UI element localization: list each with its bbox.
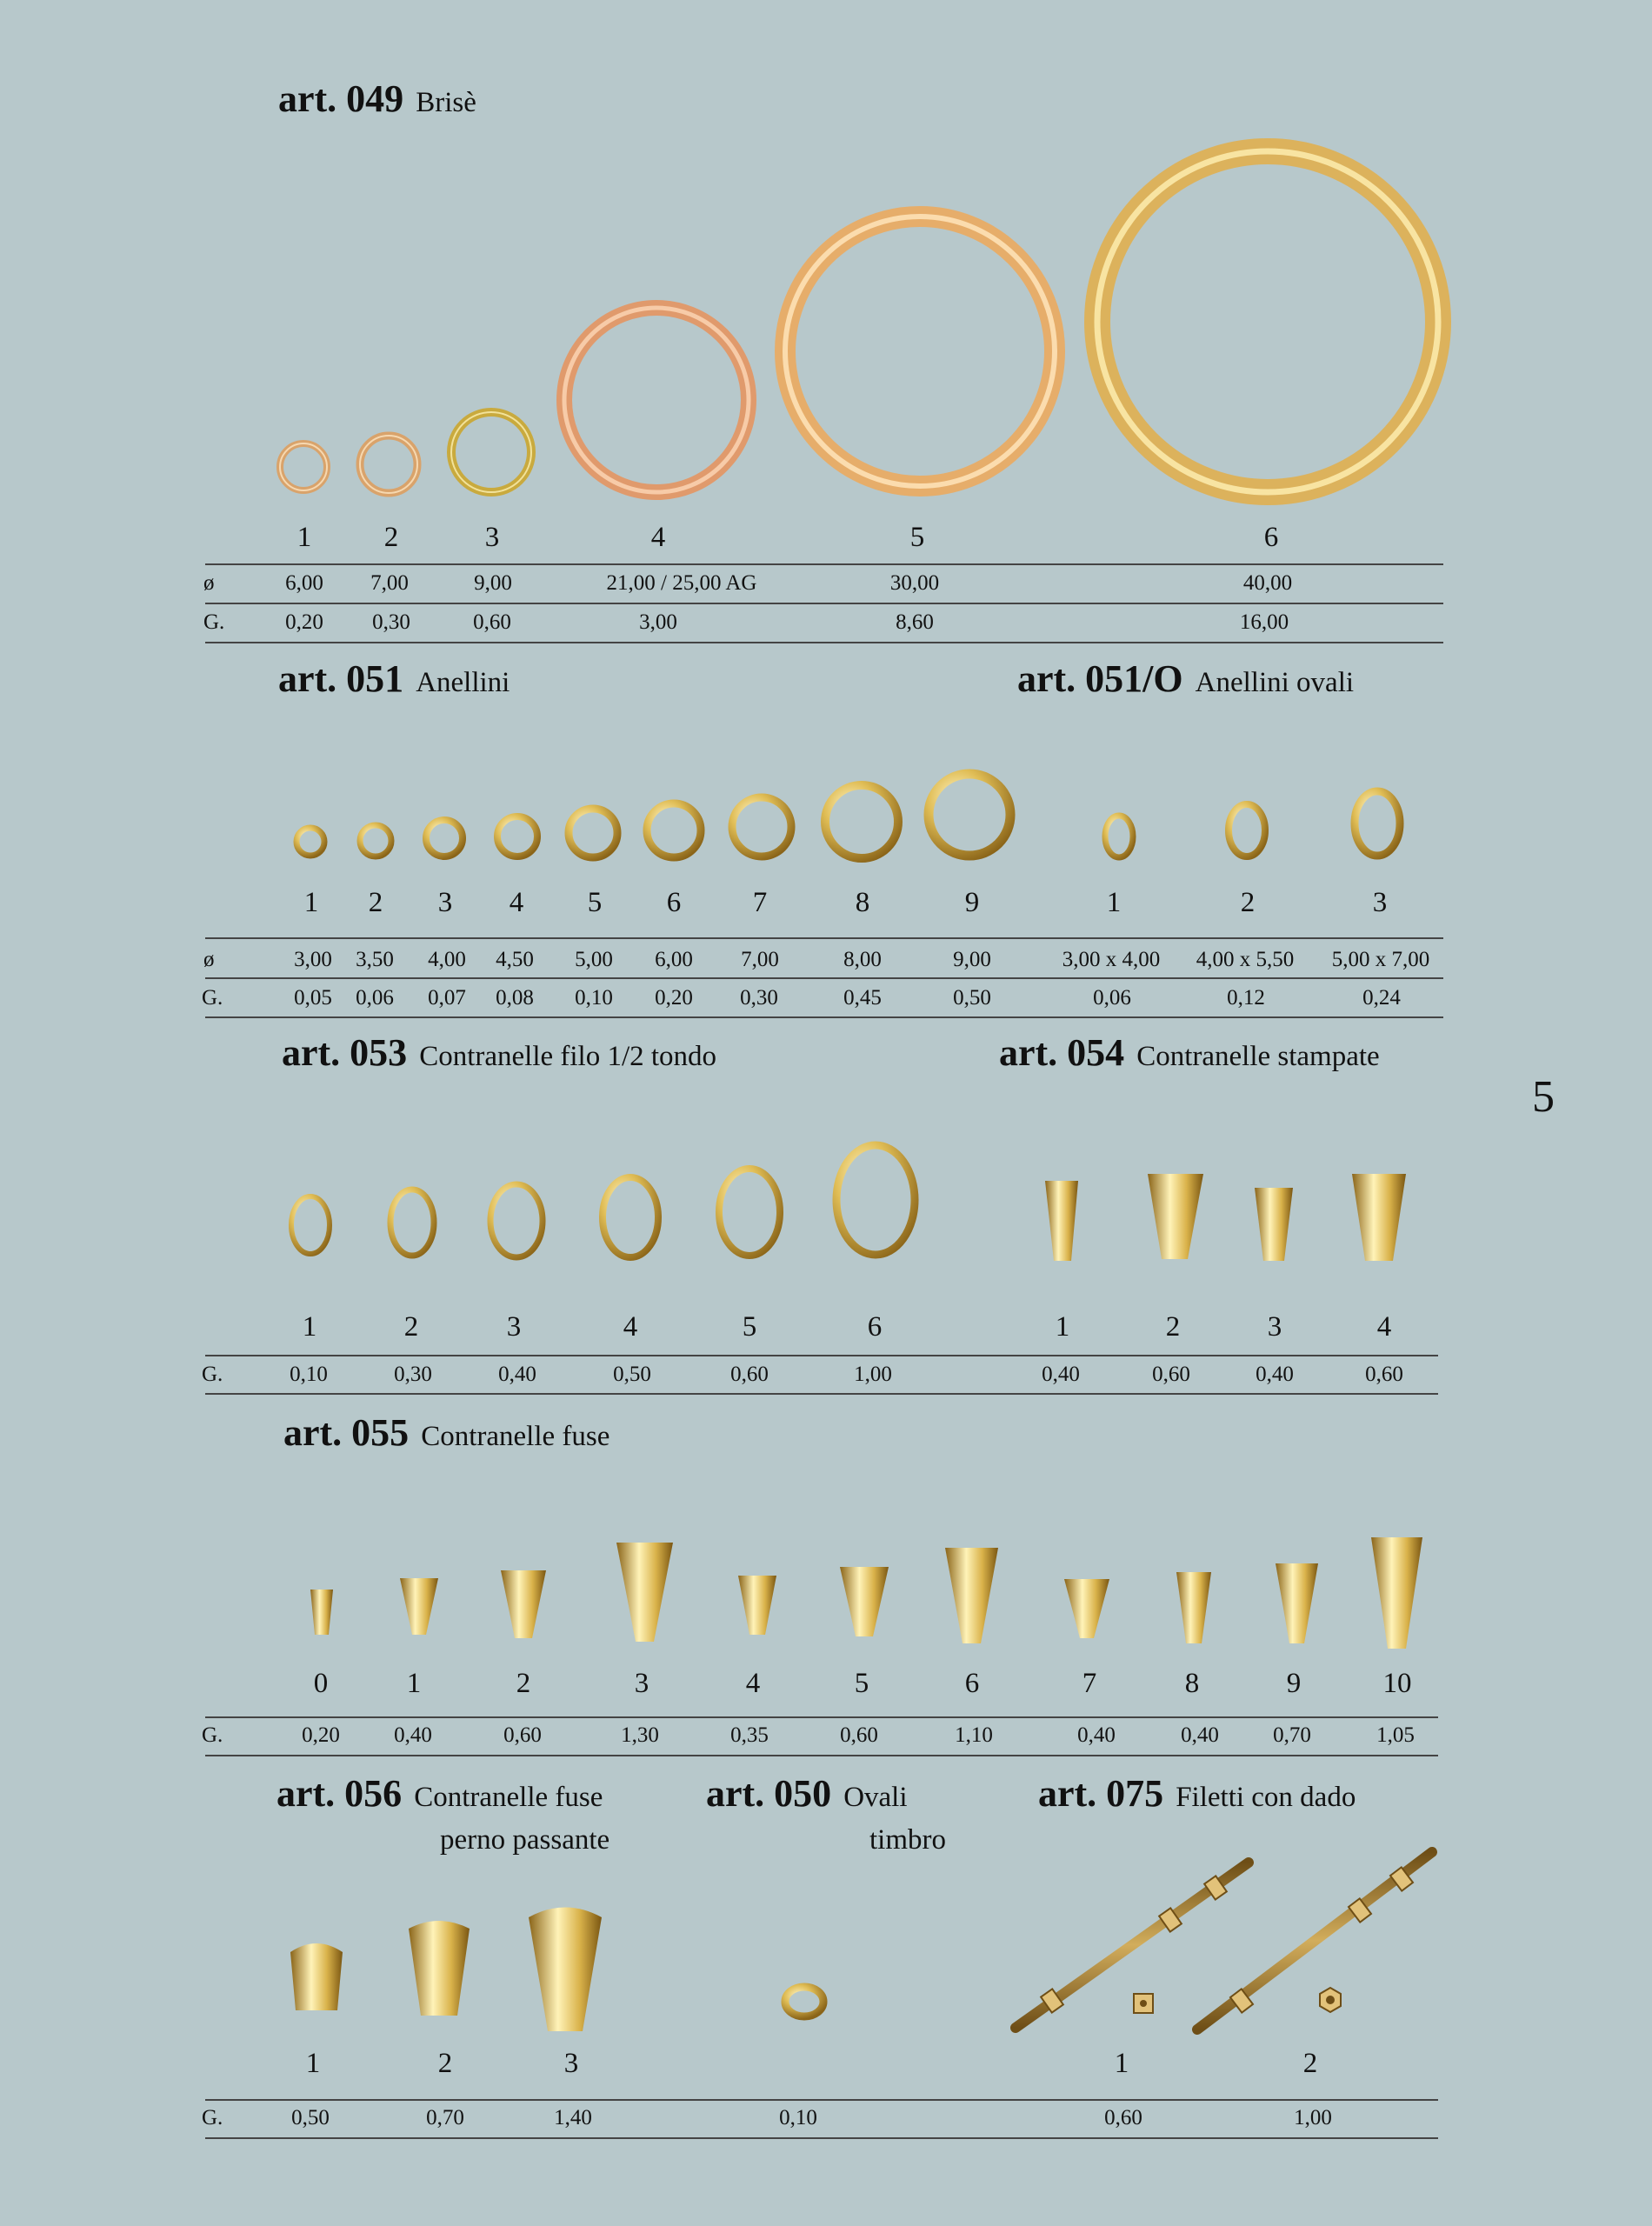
art-049-header [278,77,476,121]
anellini-ovali-rings [1105,791,1400,857]
art-051-diameter: 3,00 [294,948,332,971]
divider [205,1716,1438,1718]
art-051-weight: 0,05 [294,986,332,1010]
art-055-weight: 0,70 [1273,1723,1311,1747]
art-049-number: 4 [650,522,666,553]
art-049-diameter: 30,00 [889,571,940,595]
art-055-weight: 0,35 [730,1723,769,1747]
art-055-number: 6 [964,1668,980,1699]
art-054-number: 3 [1267,1311,1282,1343]
art-051-number: 2 [368,887,383,918]
art-051o-diameter: 4,00 x 5,50 [1196,948,1295,971]
contranelle-fuse [310,1537,1422,1649]
art-053-code: art. 053 [282,1031,408,1074]
art-051-weight: 0,45 [843,986,882,1010]
art-049-number: 6 [1263,522,1279,553]
art-053-weight: 0,30 [394,1363,432,1386]
art-054-header [999,1030,1380,1075]
art-056-header [276,1771,603,1816]
art-049-weight: 8,60 [896,610,934,634]
art-051-diameter: 5,00 [575,948,613,971]
art-054-number: 1 [1055,1311,1070,1343]
art-056-number: 3 [563,2048,579,2079]
art-055-weight: 0,20 [302,1723,340,1747]
art-051-header [278,656,510,701]
art-055-number: 3 [634,1668,649,1699]
art-055-number: 1 [406,1668,422,1699]
brise-ring-1 [280,443,327,490]
art-056-weight: 0,50 [291,2106,330,2129]
art-053-number: 4 [623,1311,638,1343]
art-053-number: 1 [302,1311,317,1343]
art-049-number: 3 [484,522,500,553]
divider [205,2137,1438,2139]
art-075-weight: 0,60 [1104,2106,1142,2129]
art-051o-number: 1 [1106,887,1122,918]
art-051-weight: 0,50 [953,986,991,1010]
art-055-weight: 0,40 [394,1723,432,1747]
art-051-number: 4 [509,887,524,918]
art-053-weight: 0,50 [613,1363,651,1386]
divider [205,937,1443,939]
art-054-weight: 0,40 [1042,1363,1080,1386]
page-number: 5 [1532,1072,1555,1122]
divider [205,2099,1438,2101]
art-051o-diameter: 5,00 x 7,00 [1331,948,1430,971]
art-055-name: Contranelle fuse [421,1421,610,1452]
art-053-number: 2 [403,1311,419,1343]
art-054-number: 4 [1376,1311,1392,1343]
art-051o-weight: 0,12 [1227,986,1265,1010]
row-label-diameter: ø [203,948,215,971]
divider [205,603,1443,604]
art-056-code: art. 056 [276,1772,403,1815]
divider [205,1355,1438,1356]
art-051o-name: Anellini ovali [1195,667,1355,698]
art-050-name-line1: Ovali [843,1782,908,1813]
art-053-weight: 0,60 [730,1363,769,1386]
art-051-weight: 0,08 [496,986,534,1010]
art-050-weight: 0,10 [779,2106,817,2129]
art-053-header [282,1030,716,1075]
art-049-weight: 0,30 [372,610,410,634]
divider [205,977,1443,979]
art-055-number: 10 [1382,1668,1412,1699]
art-055-number: 0 [313,1668,329,1699]
row-label-weight: G. [202,2106,223,2129]
art-051-name: Anellini [416,667,510,698]
art-051o-number: 3 [1372,887,1388,918]
art-051-number: 3 [437,887,453,918]
art-055-weight: 0,60 [840,1723,878,1747]
art-051-weight: 0,20 [655,986,693,1010]
art-049-weight: 0,20 [285,610,323,634]
art-053-number: 6 [867,1311,883,1343]
art-049-weight: 16,00 [1239,610,1289,634]
art-049-number: 1 [296,522,312,553]
art-049-name: Brisè [416,87,476,118]
row-label-weight: G. [203,610,225,634]
art-051-diameter: 4,50 [496,948,534,971]
contranelle-perno-passante [290,1908,602,2032]
divider [205,1393,1438,1395]
art-051-diameter: 7,00 [741,948,779,971]
art-049-weight: 3,00 [639,610,677,634]
art-051-number: 6 [666,887,682,918]
art-051-code: art. 051 [278,657,404,700]
art-055-weight: 0,60 [503,1723,542,1747]
brise-ring-4 [564,308,749,492]
divider [205,1755,1438,1756]
art-049-number: 5 [909,522,925,553]
art-051-number: 1 [303,887,319,918]
art-053-weight: 0,10 [290,1363,328,1386]
art-054-weight: 0,60 [1152,1363,1190,1386]
art-051-weight: 0,30 [740,986,778,1010]
brise-ring-5 [785,217,1055,486]
art-051-number: 9 [964,887,980,918]
ovali-timbro [785,1987,823,2016]
art-055-number: 2 [516,1668,531,1699]
art-056-weight: 1,40 [554,2106,592,2129]
art-050-code: art. 050 [706,1772,832,1815]
art-055-number: 5 [854,1668,869,1699]
art-055-weight: 0,40 [1181,1723,1219,1747]
art-049-diameter: 6,00 [285,571,323,595]
art-056-name-line2: perno passante [440,1824,610,1856]
art-056-weight: 0,70 [426,2106,464,2129]
art-053-number: 3 [506,1311,522,1343]
art-051o-code: art. 051/O [1017,657,1183,700]
art-075-header [1038,1771,1356,1816]
art-056-number: 2 [437,2048,453,2079]
brise-ring-2 [360,436,417,493]
row-label-diameter: ø [203,571,215,595]
row-label-weight: G. [202,1363,223,1386]
art-075-number: 1 [1114,2048,1129,2079]
art-049-diameter: 7,00 [370,571,409,595]
art-054-number: 2 [1165,1311,1181,1343]
art-051o-weight: 0,06 [1093,986,1131,1010]
art-075-name: Filetti con dado [1176,1782,1356,1813]
art-055-weight: 1,10 [955,1723,993,1747]
art-049-number: 2 [383,522,399,553]
art-051-diameter: 6,00 [655,948,693,971]
divider [205,1016,1443,1018]
art-075-number: 2 [1302,2048,1318,2079]
art-055-code: art. 055 [283,1411,410,1454]
art-055-weight: 1,05 [1376,1723,1415,1747]
art-054-weight: 0,60 [1365,1363,1403,1386]
anellini-rings [296,774,1010,858]
art-054-name: Contranelle stampate [1136,1041,1380,1072]
art-055-number: 7 [1082,1668,1097,1699]
divider [205,642,1443,643]
brise-ring-6 [1097,151,1438,492]
filetti-con-dado [1016,1852,1432,2029]
art-051-number: 8 [855,887,870,918]
art-075-code: art. 075 [1038,1772,1164,1815]
art-049-weight: 0,60 [473,610,511,634]
art-054-weight: 0,40 [1256,1363,1294,1386]
art-075-weight: 1,00 [1294,2106,1332,2129]
art-051o-header [1017,656,1354,701]
row-label-weight: G. [202,986,223,1010]
art-049-diameter: 9,00 [474,571,512,595]
art-051-weight: 0,10 [575,986,613,1010]
row-label-weight: G. [202,1723,223,1747]
art-053-weight: 1,00 [854,1363,892,1386]
art-051-number: 5 [587,887,603,918]
art-051-diameter: 8,00 [843,948,882,971]
art-051-diameter: 9,00 [953,948,991,971]
art-056-name-line1: Contranelle fuse [414,1782,603,1813]
art-055-header [283,1410,610,1455]
art-049-diameter: 21,00 / 25,00 AG [606,571,757,595]
brise-ring-3 [451,412,531,492]
art-055-weight: 1,30 [621,1723,659,1747]
art-053-name: Contranelle filo 1/2 tondo [419,1041,717,1072]
art-051o-number: 2 [1240,887,1256,918]
art-053-number: 5 [742,1311,757,1343]
contranelle-filo-rings [291,1145,915,1257]
art-054-code: art. 054 [999,1031,1125,1074]
art-051-weight: 0,06 [356,986,394,1010]
art-051o-weight: 0,24 [1362,986,1401,1010]
art-053-weight: 0,40 [498,1363,536,1386]
art-050-header [706,1771,908,1816]
art-055-weight: 0,40 [1077,1723,1116,1747]
art-051-weight: 0,07 [428,986,466,1010]
art-049-code: art. 049 [278,77,404,120]
divider [205,563,1443,565]
art-055-number: 9 [1286,1668,1302,1699]
art-049-diameter: 40,00 [1242,571,1293,595]
art-051-diameter: 3,50 [356,948,394,971]
art-051-diameter: 4,00 [428,948,466,971]
art-056-number: 1 [305,2048,321,2079]
art-050-name-line2: timbro [869,1824,946,1856]
art-055-number: 8 [1184,1668,1200,1699]
art-055-number: 4 [745,1668,761,1699]
contranelle-stampate [1045,1174,1406,1261]
art-051o-diameter: 3,00 x 4,00 [1062,948,1161,971]
art-051-number: 7 [752,887,768,918]
